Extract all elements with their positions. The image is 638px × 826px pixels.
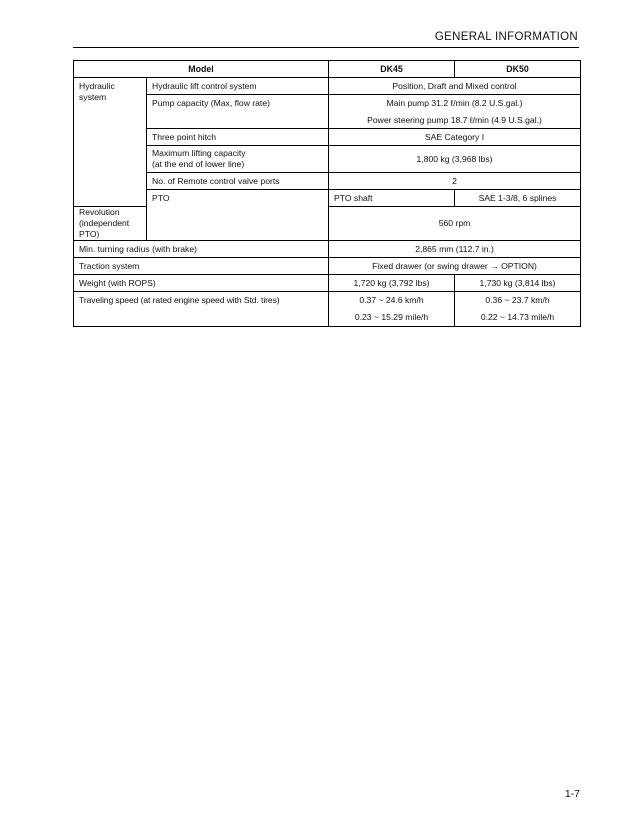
- page-number: 1-7: [564, 788, 580, 800]
- lifting-capacity-label: Maximum lifting capacity (at the end of lower line): [147, 146, 329, 173]
- table-header-row: [74, 61, 581, 78]
- speed-dk45-mph: 0.23 ~ 15.29 mile/h: [329, 309, 455, 327]
- weight-label: Weight (with ROPS): [74, 275, 329, 292]
- dk45-header: DK45: [329, 61, 455, 78]
- pto-shaft-label: PTO shaft: [329, 190, 455, 207]
- table-row: [74, 146, 581, 173]
- table-row: [74, 275, 581, 292]
- lift-control-value: Position, Draft and Mixed control: [329, 78, 581, 95]
- pto-revolution-value: 560 rpm: [329, 207, 581, 241]
- pto-group-label: PTO: [147, 190, 329, 241]
- table-row: [74, 241, 581, 258]
- dk50-header: DK50: [455, 61, 581, 78]
- main-pump-value: Main pump 31.2 ℓ/min (8.2 U.S.gal.): [329, 95, 581, 113]
- speed-label: Traveling speed (at rated engine speed with Std. tires): [74, 292, 329, 327]
- pump-capacity-label: Pump capacity (Max, flow rate): [147, 95, 329, 129]
- pto-revolution-label: Revolution (independent PTO): [74, 207, 147, 241]
- table-row: [74, 292, 581, 310]
- hydraulic-group-label: Hydraulic system: [74, 78, 147, 207]
- lift-control-label: Hydraulic lift control system: [147, 78, 329, 95]
- model-header: Model: [74, 61, 329, 78]
- hitch-label: Three point hitch: [147, 129, 329, 146]
- steering-pump-value: Power steering pump 18.7 ℓ/min (4.9 U.S.gal.): [329, 112, 581, 129]
- hitch-value: SAE Category I: [329, 129, 581, 146]
- speed-dk45-kmh: 0.37 ~ 24.6 km/h: [329, 292, 455, 310]
- remote-ports-value: 2: [329, 173, 581, 190]
- traction-value: Fixed drawer (or swing drawer → OPTION): [329, 258, 581, 275]
- header-rule: [73, 47, 579, 48]
- page-header-title: GENERAL INFORMATION: [434, 31, 578, 43]
- table-row: [74, 258, 581, 275]
- table-row: [74, 173, 581, 190]
- table-row: [74, 190, 581, 207]
- pto-shaft-value: SAE 1-3/8, 6 splines: [455, 190, 581, 207]
- speed-dk50-mph: 0.22 ~ 14.73 mile/h: [455, 309, 581, 327]
- weight-dk50-value: 1,730 kg (3,814 lbs): [455, 275, 581, 292]
- table-row: [74, 95, 581, 113]
- lifting-capacity-value: 1,800 kg (3,968 lbs): [329, 146, 581, 173]
- table-row: [74, 129, 581, 146]
- remote-ports-label: No. of Remote control valve ports: [147, 173, 329, 190]
- speed-dk50-kmh: 0.36 ~ 23.7 km/h: [455, 292, 581, 310]
- specification-table: [73, 60, 581, 327]
- traction-label: Traction system: [74, 258, 329, 275]
- table-row: [74, 78, 581, 95]
- weight-dk45-value: 1,720 kg (3,792 lbs): [329, 275, 455, 292]
- turning-radius-label: Min. turning radius (with brake): [74, 241, 329, 258]
- turning-radius-value: 2,865 mm (112.7 in.): [329, 241, 581, 258]
